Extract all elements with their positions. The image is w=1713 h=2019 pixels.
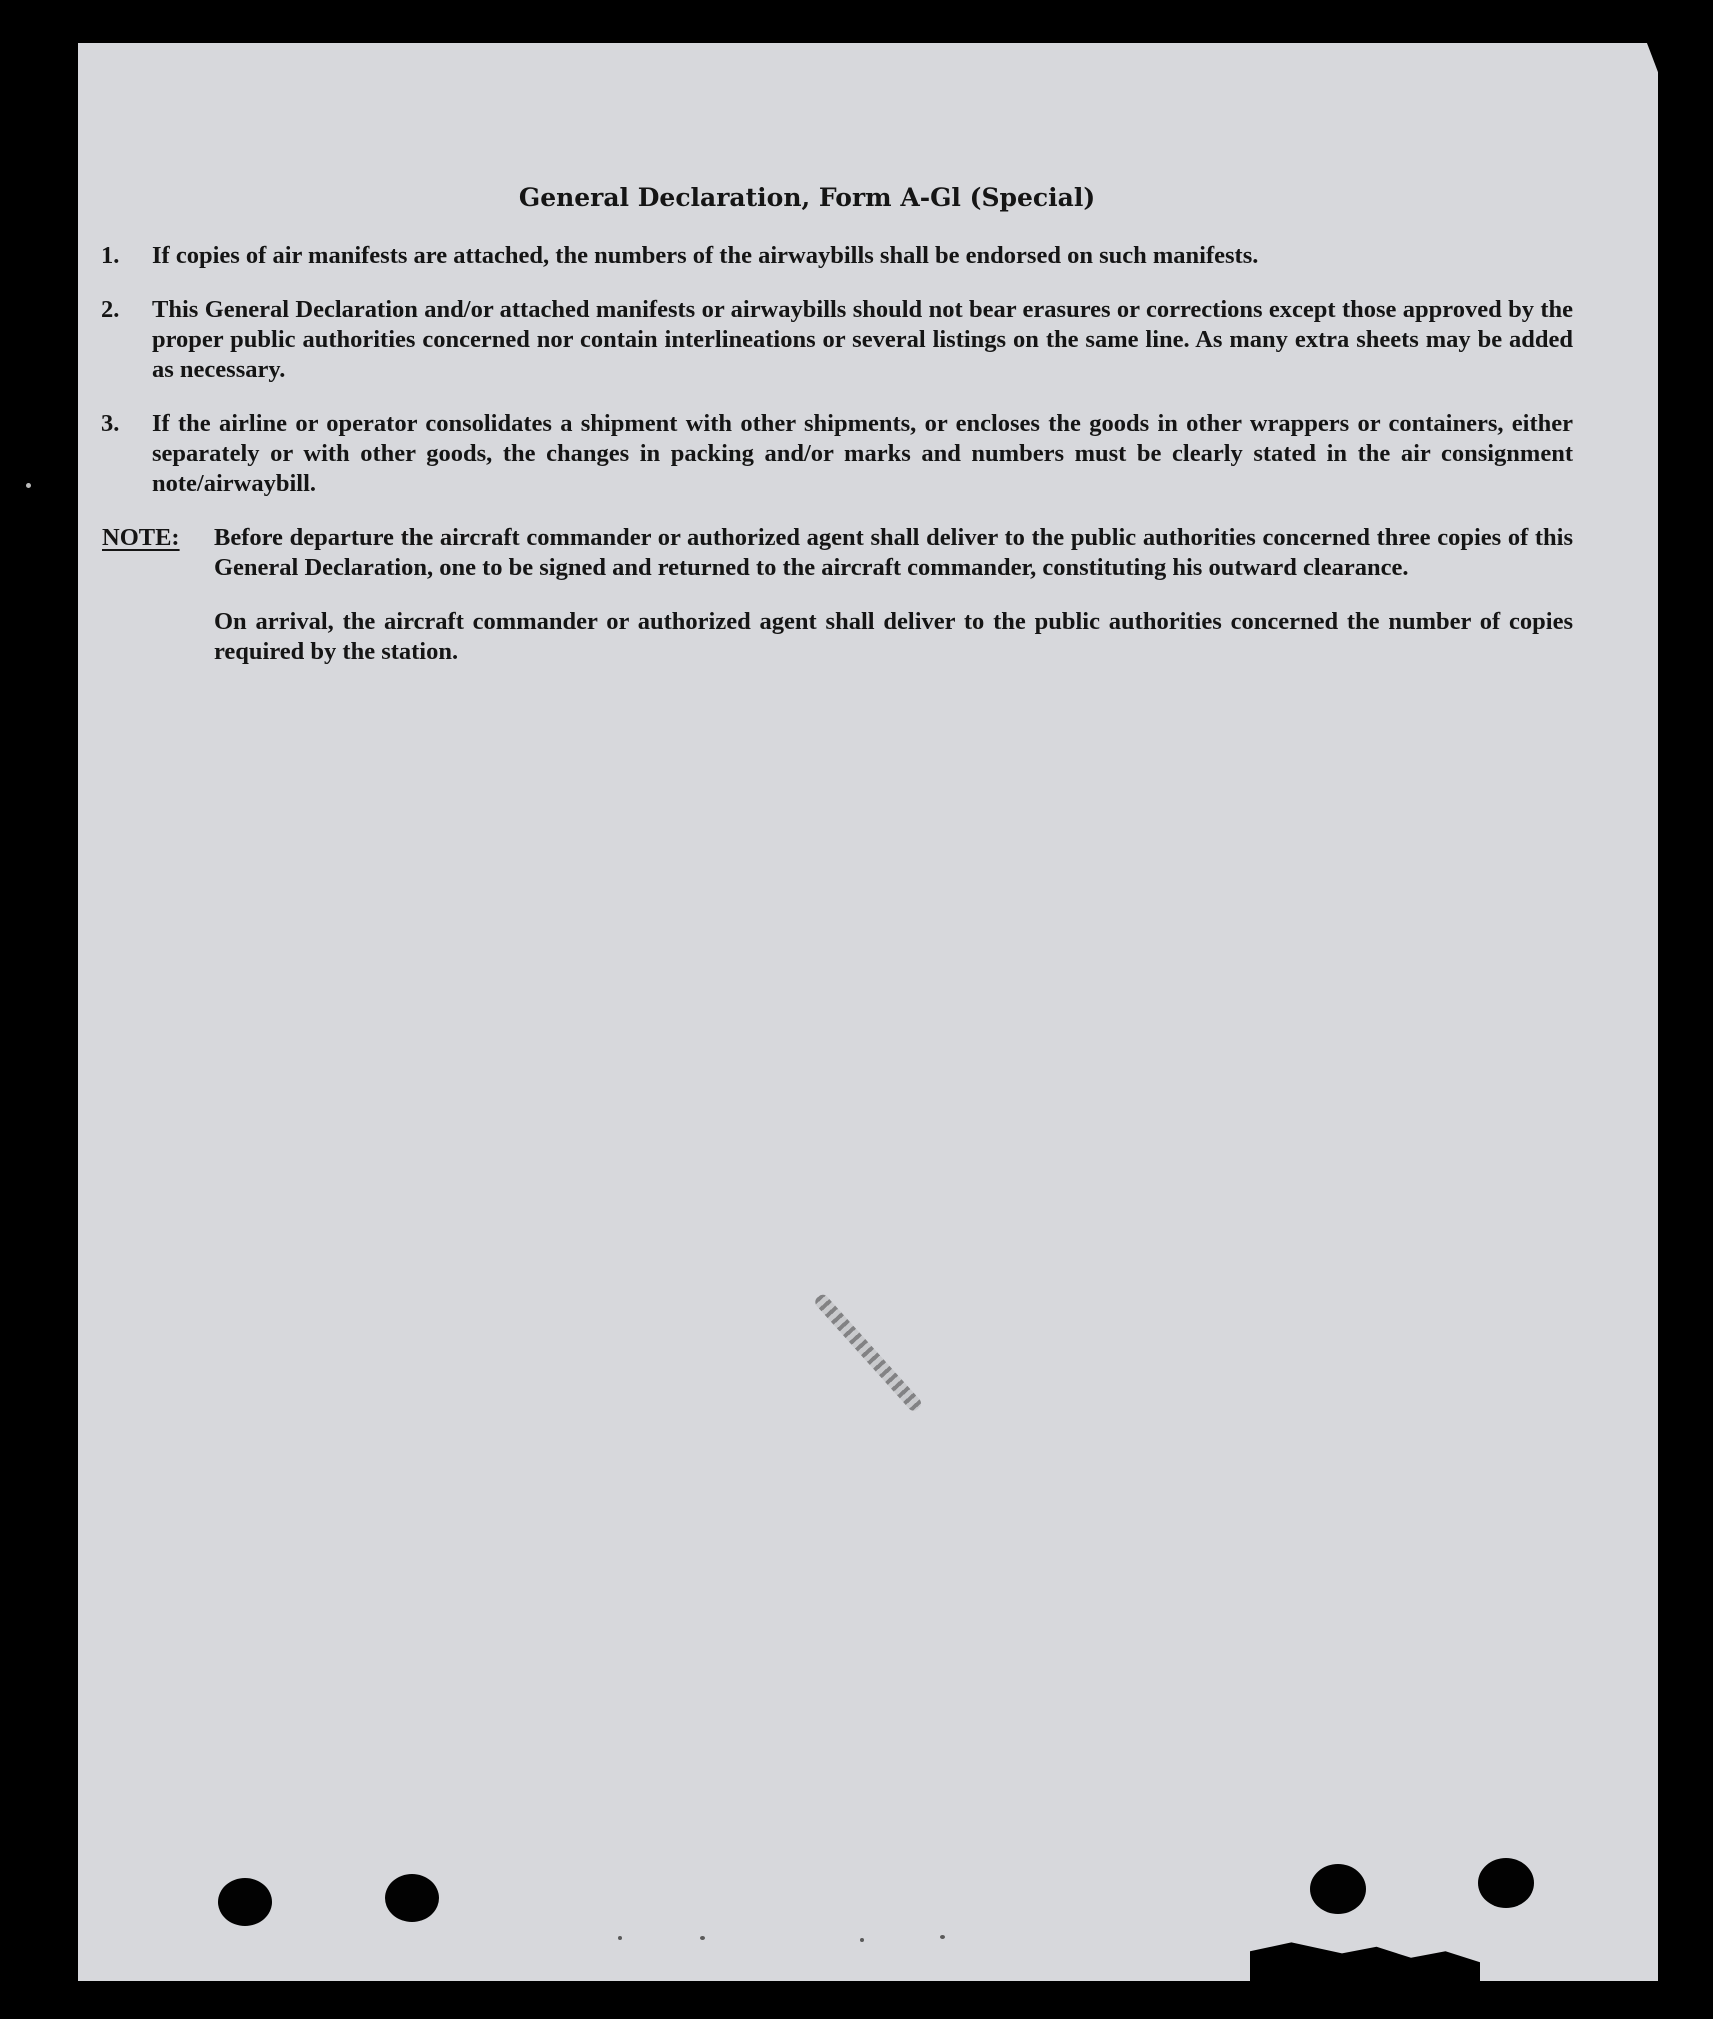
paper-speck <box>860 1938 864 1942</box>
instruction-item-1 <box>101 241 1573 271</box>
instruction-item-2 <box>101 295 1573 385</box>
punch-hole <box>1478 1858 1534 1908</box>
document-title: General Declaration, Form A-Gl (Special) <box>518 183 1096 212</box>
paper-speck <box>618 1936 622 1940</box>
instruction-item-3 <box>101 409 1573 499</box>
note-label: NOTE: <box>102 524 180 551</box>
paper-speck <box>26 483 31 488</box>
punch-hole <box>385 1874 439 1922</box>
item-number: 1. <box>101 242 120 269</box>
paper-speck <box>940 1935 945 1939</box>
item-text: If copies of air manifests are attached, the numbers of the airwaybills shall be endorsed on such manifests. <box>152 242 1259 269</box>
punch-hole <box>1310 1864 1366 1914</box>
paper-speck <box>700 1936 705 1940</box>
item-text: If the airline or operator consolidates a shipment with other shipments, or encloses the goods in other wrappers or containers, either separately or with other goods, the changes in packing and/or marks and numbers must be clearly stated in the air consignment note/airwaybill. <box>152 410 1573 497</box>
note-paragraph-arrival: On arrival, the aircraft commander or authorized agent shall deliver to the public authorities concerned the number of copies required by the station. <box>214 608 1573 665</box>
item-number: 3. <box>101 410 120 437</box>
item-number: 2. <box>101 296 120 323</box>
document-body <box>101 183 1573 691</box>
punch-hole <box>218 1878 272 1926</box>
note-section <box>101 523 1573 667</box>
note-paragraph-departure: Before departure the aircraft commander or authorized agent shall deliver to the public authorities concerned three copies of this General Declaration, one to be signed and returned to the aircraft commander, constituting his outward clearance. <box>214 524 1573 581</box>
item-text: This General Declaration and/or attached manifests or airwaybills should not bear erasures or corrections except those approved by the proper public authorities concerned nor contain interlineations or several listings on the same line. As many extra sheets may be added as necessary. <box>152 296 1573 383</box>
